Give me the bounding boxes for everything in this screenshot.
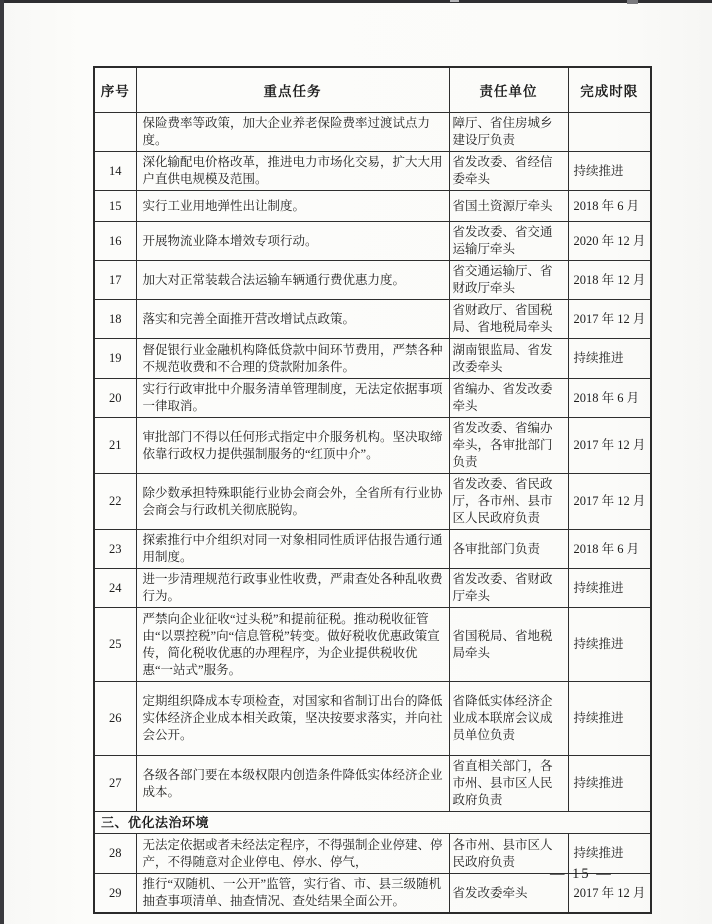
scan-artifact-mark [627,0,638,4]
cell-deadline: 2020 年 12 月 [568,222,651,261]
table-row [94,191,651,222]
cell-unit: 省国土资源厅牵头 [449,191,568,222]
cell-task: 定期组织降成本专项检查，对国家和省制订出台的降低实体经济企业成本相关政策，坚决按要求落实，并向社会公开。 [136,682,449,756]
cell-unit: 省发改委、省编办牵头，各审批部门负责 [449,418,568,474]
cell-deadline: 持续推进 [568,756,651,812]
cell-deadline: 2017 年 12 月 [568,300,651,339]
column-header-task: 重点任务 [136,67,449,113]
cell-task: 加大对正常装载合法运输车辆通行费优惠力度。 [136,261,449,300]
table-row [94,339,651,379]
cell-unit: 省发改委、省交通运输厅牵头 [449,222,568,261]
section-title: 三、优化法治环境 [94,812,651,834]
cell-unit: 省发改委、省财政厅牵头 [449,569,568,608]
key-tasks-table [93,66,652,914]
cell-task: 严禁向企业征收“过头税”和提前征税。推动税收征管由“以票控税”向“信息管税”转变。做好税收优惠政策宣传，简化税收优惠的办理程序，为企业提供税收优惠“一站式”服务。 [136,608,449,682]
cell-task: 除少数承担特殊职能行业协会商会外，全省所有行业协会商会与行政机关彻底脱钩。 [136,474,449,530]
cell-unit: 省发改委、省民政厅，各市州、县市区人民政府负责 [449,474,568,530]
column-header-index: 序号 [94,67,136,113]
cell-unit: 省发改委牵头 [449,874,568,914]
scan-artifact-mark [450,0,459,2]
cell-index: 21 [94,418,136,474]
cell-deadline: 2018 年 6 月 [568,530,651,569]
cell-deadline: 2018 年 6 月 [568,379,651,418]
cell-deadline: 持续推进 [568,339,651,379]
cell-task: 各级各部门要在本级权限内创造条件降低实体经济企业成本。 [136,756,449,812]
table-row [94,608,651,682]
table-row [94,300,651,339]
cell-index [94,113,136,152]
cell-deadline: 持续推进 [568,152,651,191]
cell-deadline: 2018 年 12 月 [568,261,651,300]
cell-deadline: 2017 年 12 月 [568,874,651,914]
cell-index: 26 [94,682,136,756]
cell-unit: 省交通运输厅、省财政厅牵头 [449,261,568,300]
table-header-row [94,67,651,113]
table-row [94,418,651,474]
cell-task: 保险费率等政策，加大企业养老保险费率过渡试点力度。 [136,113,449,152]
cell-task: 落实和完善全面推开营改增试点政策。 [136,300,449,339]
section-row [94,812,651,834]
cell-task: 进一步清理规范行政事业性收费，严肃查处各种乱收费行为。 [136,569,449,608]
cell-index: 14 [94,152,136,191]
table-row [94,222,651,261]
cell-task: 探索推行中介组织对同一对象相同性质评估报告通行通用制度。 [136,530,449,569]
cell-index: 16 [94,222,136,261]
cell-deadline: 2017 年 12 月 [568,418,651,474]
cell-index: 17 [94,261,136,300]
cell-unit: 省发改委、省经信委牵头 [449,152,568,191]
cell-task: 推行“双随机、一公开”监管，实行省、市、县三级随机抽查事项清单、抽查情况、查处结果全面公开。 [136,874,449,914]
table-row [94,113,651,152]
cell-index: 24 [94,569,136,608]
cell-index: 19 [94,339,136,379]
cell-unit: 省编办、省发改委牵头 [449,379,568,418]
cell-unit: 各审批部门负责 [449,530,568,569]
column-header-unit: 责任单位 [449,67,568,113]
cell-task: 开展物流业降本增效专项行动。 [136,222,449,261]
table-row [94,530,651,569]
cell-unit: 障厅、省住房城乡建设厅负责 [449,113,568,152]
cell-deadline: 持续推进 [568,569,651,608]
cell-unit: 各市州、县市区人民政府负责 [449,834,568,874]
cell-index: 20 [94,379,136,418]
cell-index: 18 [94,300,136,339]
cell-deadline [568,113,651,152]
table-row [94,152,651,191]
cell-deadline: 持续推进 [568,608,651,682]
column-header-deadline: 完成时限 [568,67,651,113]
cell-index: 28 [94,834,136,874]
cell-index: 25 [94,608,136,682]
page-number: — 15 — [550,866,613,882]
cell-deadline: 持续推进 [568,682,651,756]
scan-edge-left [0,0,4,924]
table-row [94,261,651,300]
table-body [94,113,651,914]
cell-unit: 省国税局、省地税局牵头 [449,608,568,682]
table-row [94,682,651,756]
table-row [94,756,651,812]
cell-task: 无法定依据或者未经法定程序，不得强制企业停建、停产，不得随意对企业停电、停水、停气， [136,834,449,874]
table-row [94,379,651,418]
cell-unit: 湖南银监局、省发改委牵头 [449,339,568,379]
table-row [94,569,651,608]
cell-index: 15 [94,191,136,222]
cell-task: 督促银行业金融机构降低贷款中间环节费用，严禁各种不规范收费和不合理的贷款附加条件。 [136,339,449,379]
cell-task: 审批部门不得以任何形式指定中介服务机构。坚决取缔依靠行政权力提供强制服务的“红顶中介”。 [136,418,449,474]
scan-edge-top [0,0,712,3]
cell-unit: 省直相关部门，各市州、县市区人民政府负责 [449,756,568,812]
cell-index: 27 [94,756,136,812]
cell-deadline: 2018 年 6 月 [568,191,651,222]
cell-index: 29 [94,874,136,914]
table-row [94,474,651,530]
cell-index: 22 [94,474,136,530]
cell-task: 深化输配电价格改革，推进电力市场化交易，扩大大用户直供电规模及范围。 [136,152,449,191]
cell-deadline: 2017 年 12 月 [568,474,651,530]
cell-deadline: 持续推进 [568,834,651,874]
cell-unit: 省财政厅、省国税局、省地税局牵头 [449,300,568,339]
cell-task: 实行工业用地弹性出让制度。 [136,191,449,222]
cell-unit: 省降低实体经济企业成本联席会议成员单位负责 [449,682,568,756]
cell-index: 23 [94,530,136,569]
cell-task: 实行行政审批中介服务清单管理制度，无法定依据事项一律取消。 [136,379,449,418]
